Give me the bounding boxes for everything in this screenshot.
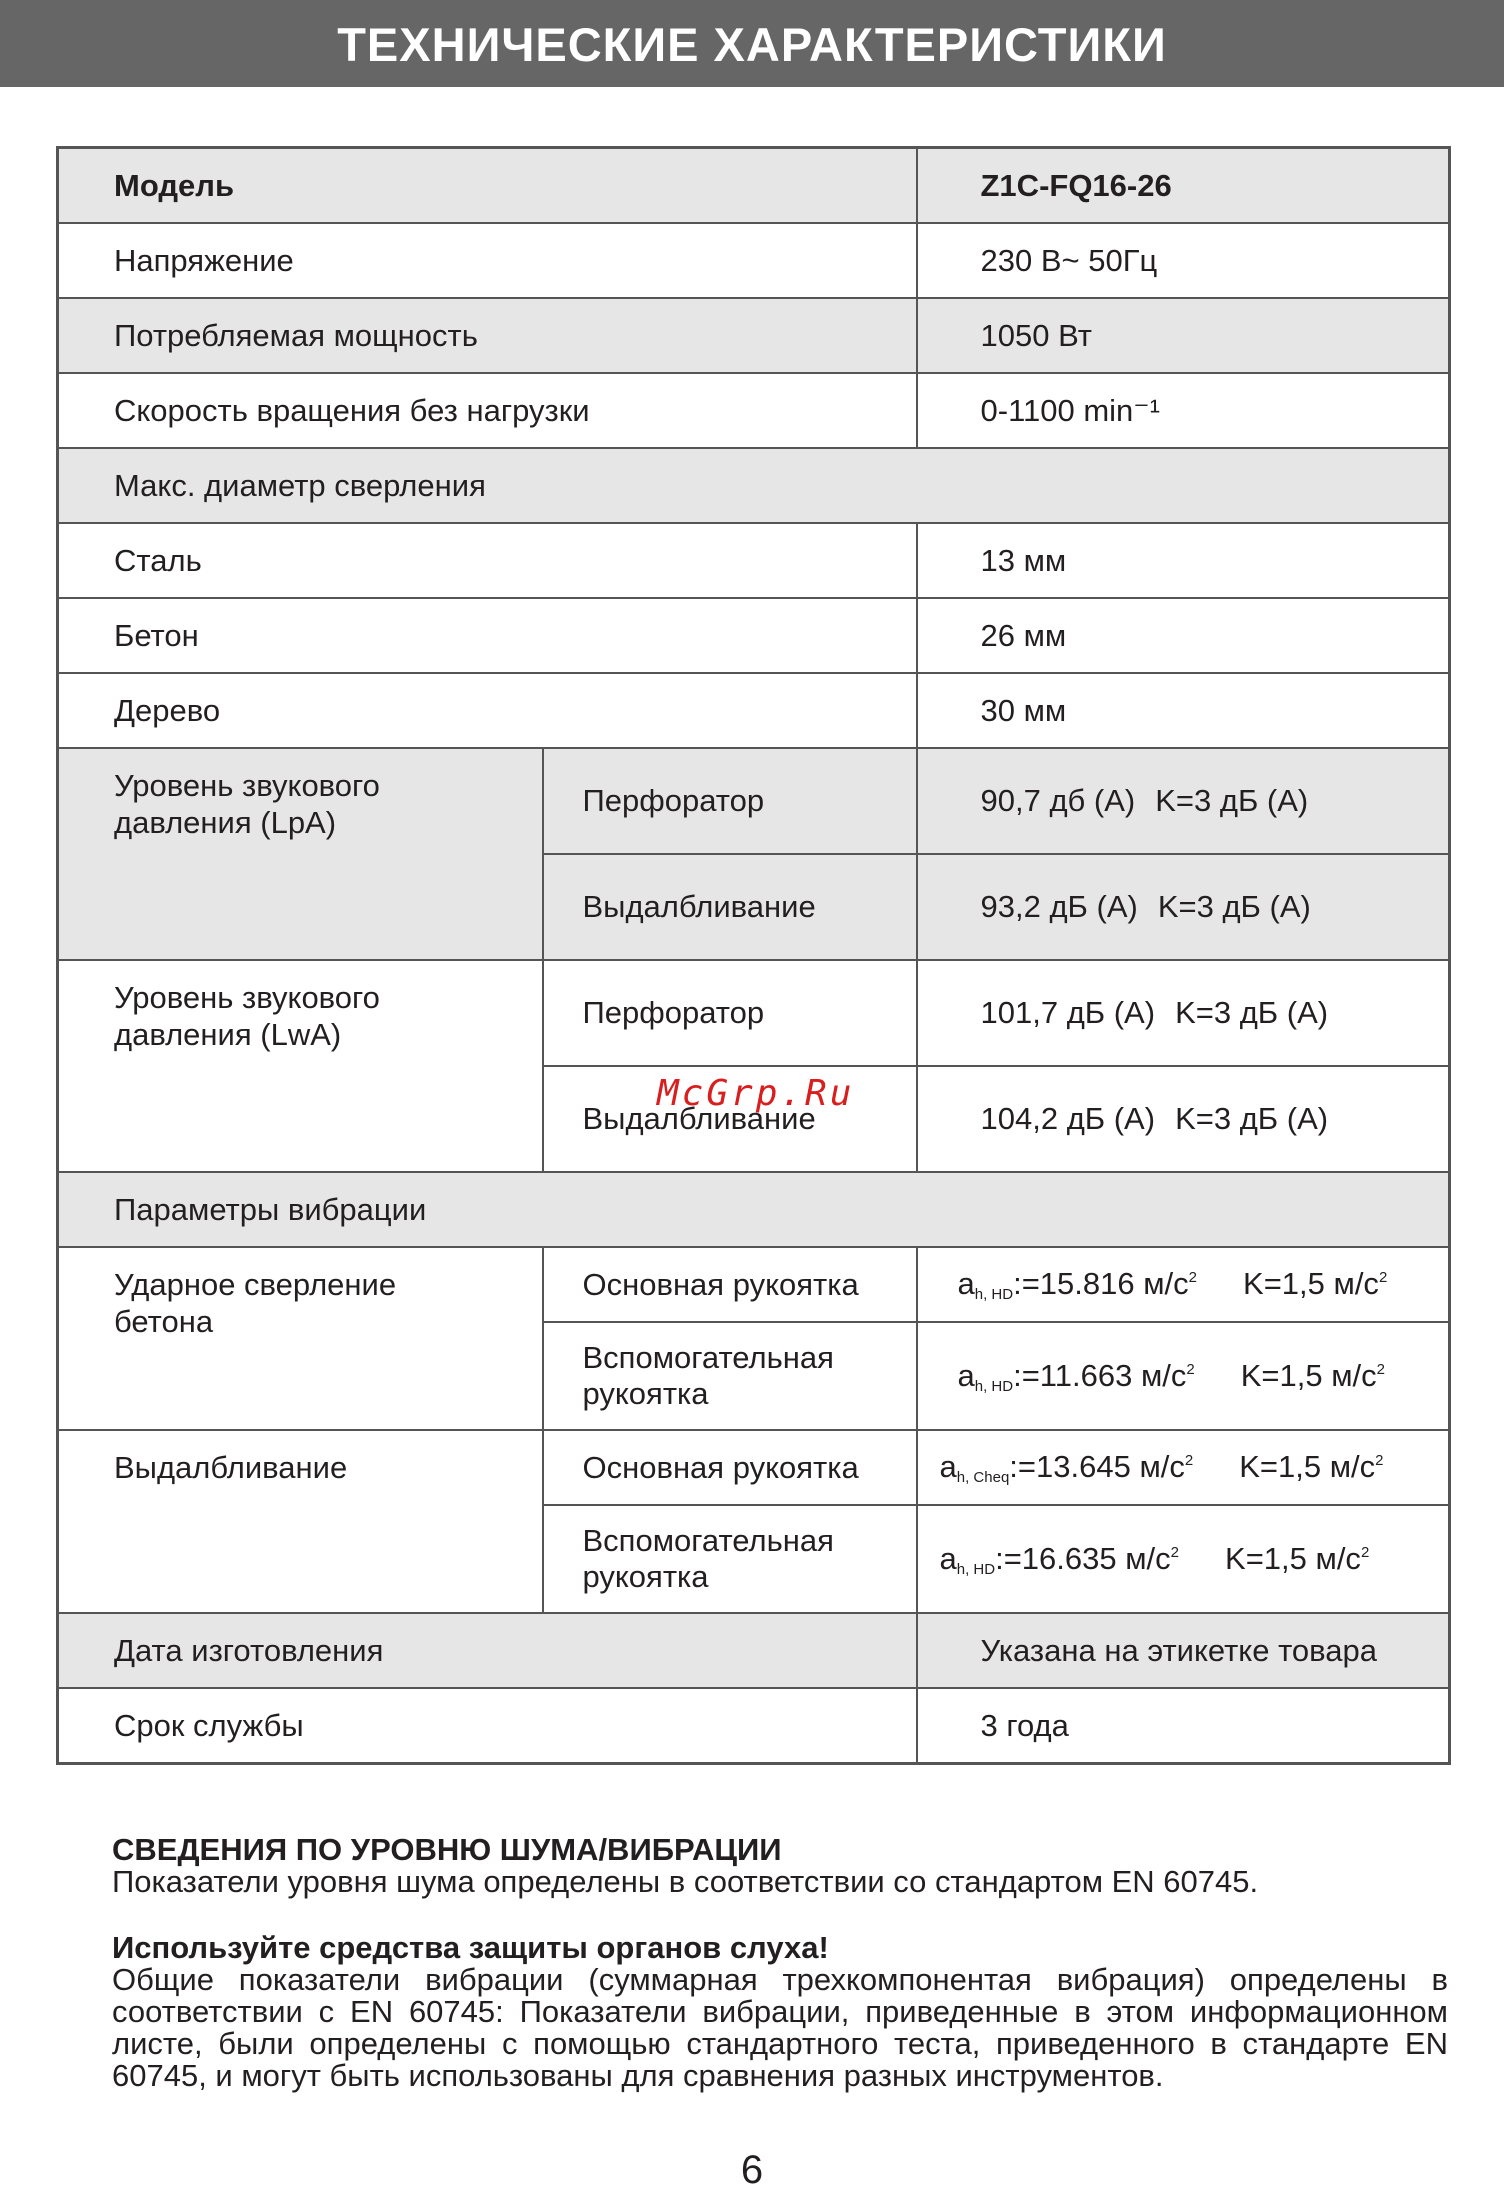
accel-value: :=11.663 м/с (1013, 1357, 1187, 1393)
lwa-value-2-level: 104,2 дБ (А) (980, 1101, 1156, 1136)
concrete-label: Бетон (58, 598, 917, 673)
lwa-mode-1: Перфоратор (543, 960, 917, 1066)
aux-handle-line1: Вспомогательная (582, 1340, 834, 1375)
table-row (58, 598, 1450, 673)
wood-label: Дерево (58, 673, 917, 748)
impact-main-handle: Основная рукоятка (543, 1247, 917, 1322)
lpa-value-2-level: 93,2 дБ (А) (980, 889, 1138, 924)
k-value: K=1,5 м/с (1243, 1266, 1379, 1301)
speed-label: Скорость вращения без нагрузки (58, 373, 917, 448)
vibration-title: Параметры вибрации (58, 1172, 1450, 1247)
max-diameter-label: Макс. диаметр сверления (58, 448, 1450, 523)
aux-handle-line2: рукоятка (582, 1376, 709, 1411)
table-row (58, 373, 1450, 448)
table-row (58, 1613, 1450, 1688)
lwa-label (58, 960, 543, 1172)
aux-handle-line1: Вспомогательная (582, 1523, 834, 1558)
notes-heading: СВЕДЕНИЯ ПО УРОВНЮ ШУМА/ВИБРАЦИИ (112, 1832, 782, 1867)
impact-label-line2: бетона (114, 1304, 214, 1339)
lpa-label-line2: давления (LpA) (114, 805, 337, 840)
hearing-protection-warning: Используйте средства защиты органов слуха! (112, 1930, 829, 1965)
table-row (58, 448, 1450, 523)
lpa-value-1-k: K=3 дБ (А) (1155, 783, 1309, 818)
accel-exponent: 2 (1186, 1360, 1195, 1378)
table-row (58, 960, 1450, 1066)
manufacture-date-value: Указана на этикетке товара (917, 1613, 1450, 1688)
k-exponent: 2 (1360, 1543, 1370, 1561)
accel-value: :=13.645 м/с (1009, 1449, 1185, 1484)
lpa-label-line1: Уровень звукового (114, 768, 380, 803)
k-value: K=1,5 м/с (1240, 1357, 1377, 1393)
accel-value: :=15.816 м/с (1013, 1266, 1189, 1301)
lpa-mode-1: Перфоратор (543, 748, 917, 854)
lwa-label-line1: Уровень звукового (114, 980, 380, 1015)
chisel-aux-value (917, 1505, 1450, 1613)
table-row (58, 1688, 1450, 1764)
noise-vibration-notes (112, 1834, 1448, 2092)
voltage-value: 230 В~ 50Гц (917, 223, 1450, 298)
accel-subscript: h, HD (974, 1377, 1014, 1395)
impact-aux-handle (543, 1322, 917, 1430)
k-exponent: 2 (1375, 1452, 1384, 1469)
table-row (58, 673, 1450, 748)
lwa-value-2 (917, 1066, 1450, 1172)
watermark: McGrp.Ru (657, 1073, 855, 1114)
lpa-value-1 (917, 748, 1450, 854)
lwa-mode-2: Выдалбливание (543, 1066, 917, 1172)
lwa-value-1 (917, 960, 1450, 1066)
aux-handle-line2: рукоятка (582, 1559, 709, 1594)
impact-drilling-label (58, 1247, 543, 1430)
voltage-label: Напряжение (58, 223, 917, 298)
page-number: 6 (740, 2148, 764, 2192)
lwa-value-2-k: K=3 дБ (А) (1175, 1101, 1329, 1136)
accel-symbol: a (957, 1266, 975, 1301)
k-value: K=1,5 м/с (1239, 1449, 1376, 1484)
k-value: K=1,5 м/с (1225, 1540, 1361, 1576)
table-row (58, 1430, 1450, 1505)
chiselling-label: Выдалбливание (58, 1430, 543, 1613)
k-exponent: 2 (1376, 1360, 1385, 1378)
manufacture-date-label: Дата изготовления (58, 1613, 917, 1688)
lpa-label (58, 748, 543, 960)
chisel-main-handle: Основная рукоятка (543, 1430, 917, 1505)
lwa-label-line2: давления (LwA) (114, 1017, 342, 1052)
lpa-value-1-level: 90,7 дб (А) (980, 783, 1136, 818)
table-row (58, 1172, 1450, 1247)
table-row (58, 298, 1450, 373)
power-value: 1050 Вт (917, 298, 1450, 373)
power-label: Потребляемая мощность (58, 298, 917, 373)
wood-value: 30 мм (917, 673, 1450, 748)
accel-symbol: a (939, 1449, 957, 1484)
impact-label-line1: Ударное сверление (114, 1267, 397, 1302)
accel-subscript: h, HD (974, 1286, 1014, 1303)
chisel-main-value (917, 1430, 1450, 1505)
accel-exponent: 2 (1170, 1543, 1180, 1561)
table-row (58, 523, 1450, 598)
model-value: Z1C-FQ16-26 (917, 148, 1450, 224)
service-life-value: 3 года (917, 1688, 1450, 1764)
service-life-label: Срок службы (58, 1688, 917, 1764)
lpa-value-2-k: K=3 дБ (А) (1157, 889, 1311, 924)
accel-subscript: h, HD (956, 1560, 996, 1578)
lpa-mode-2: Выдалбливание (543, 854, 917, 960)
table-row (58, 1247, 1450, 1322)
k-exponent: 2 (1378, 1269, 1388, 1286)
accel-value: :=16.635 м/с (995, 1540, 1171, 1576)
accel-symbol: a (939, 1540, 957, 1576)
table-row (58, 223, 1450, 298)
table-row (58, 148, 1450, 224)
lwa-value-1-k: K=3 дБ (А) (1175, 995, 1329, 1030)
accel-exponent: 2 (1188, 1269, 1198, 1286)
accel-exponent: 2 (1184, 1452, 1194, 1469)
speed-value: 0-1100 min⁻¹ (917, 373, 1450, 448)
page-title: ТЕХНИЧЕСКИЕ ХАРАКТЕРИСТИКИ (0, 0, 1504, 87)
lwa-value-1-level: 101,7 дБ (А) (980, 995, 1156, 1030)
chisel-aux-handle (543, 1505, 917, 1613)
impact-main-value (917, 1247, 1450, 1322)
accel-symbol: a (957, 1357, 975, 1393)
model-label: Модель (58, 148, 917, 224)
impact-aux-value (917, 1322, 1450, 1430)
table-row (58, 748, 1450, 854)
concrete-value: 26 мм (917, 598, 1450, 673)
lpa-value-2 (917, 854, 1450, 960)
steel-label: Сталь (58, 523, 917, 598)
steel-value: 13 мм (917, 523, 1450, 598)
spec-table (56, 146, 1451, 1765)
vibration-standard-text: Общие показатели вибрации (суммарная трехкомпонентая вибрация) определены в соответствии с EN 60745: Показатели вибрации, приведенные в этом информационном листе, были определены с помощью стандартного теста, приведенного в стандарте EN 60745, и могут быть использованы для сравнения разных инструментов. (112, 1962, 1448, 2093)
accel-subscript: h, Cheq (956, 1469, 1010, 1486)
noise-standard-text: Показатели уровня шума определены в соответствии со стандартом EN 60745. (112, 1864, 1259, 1899)
